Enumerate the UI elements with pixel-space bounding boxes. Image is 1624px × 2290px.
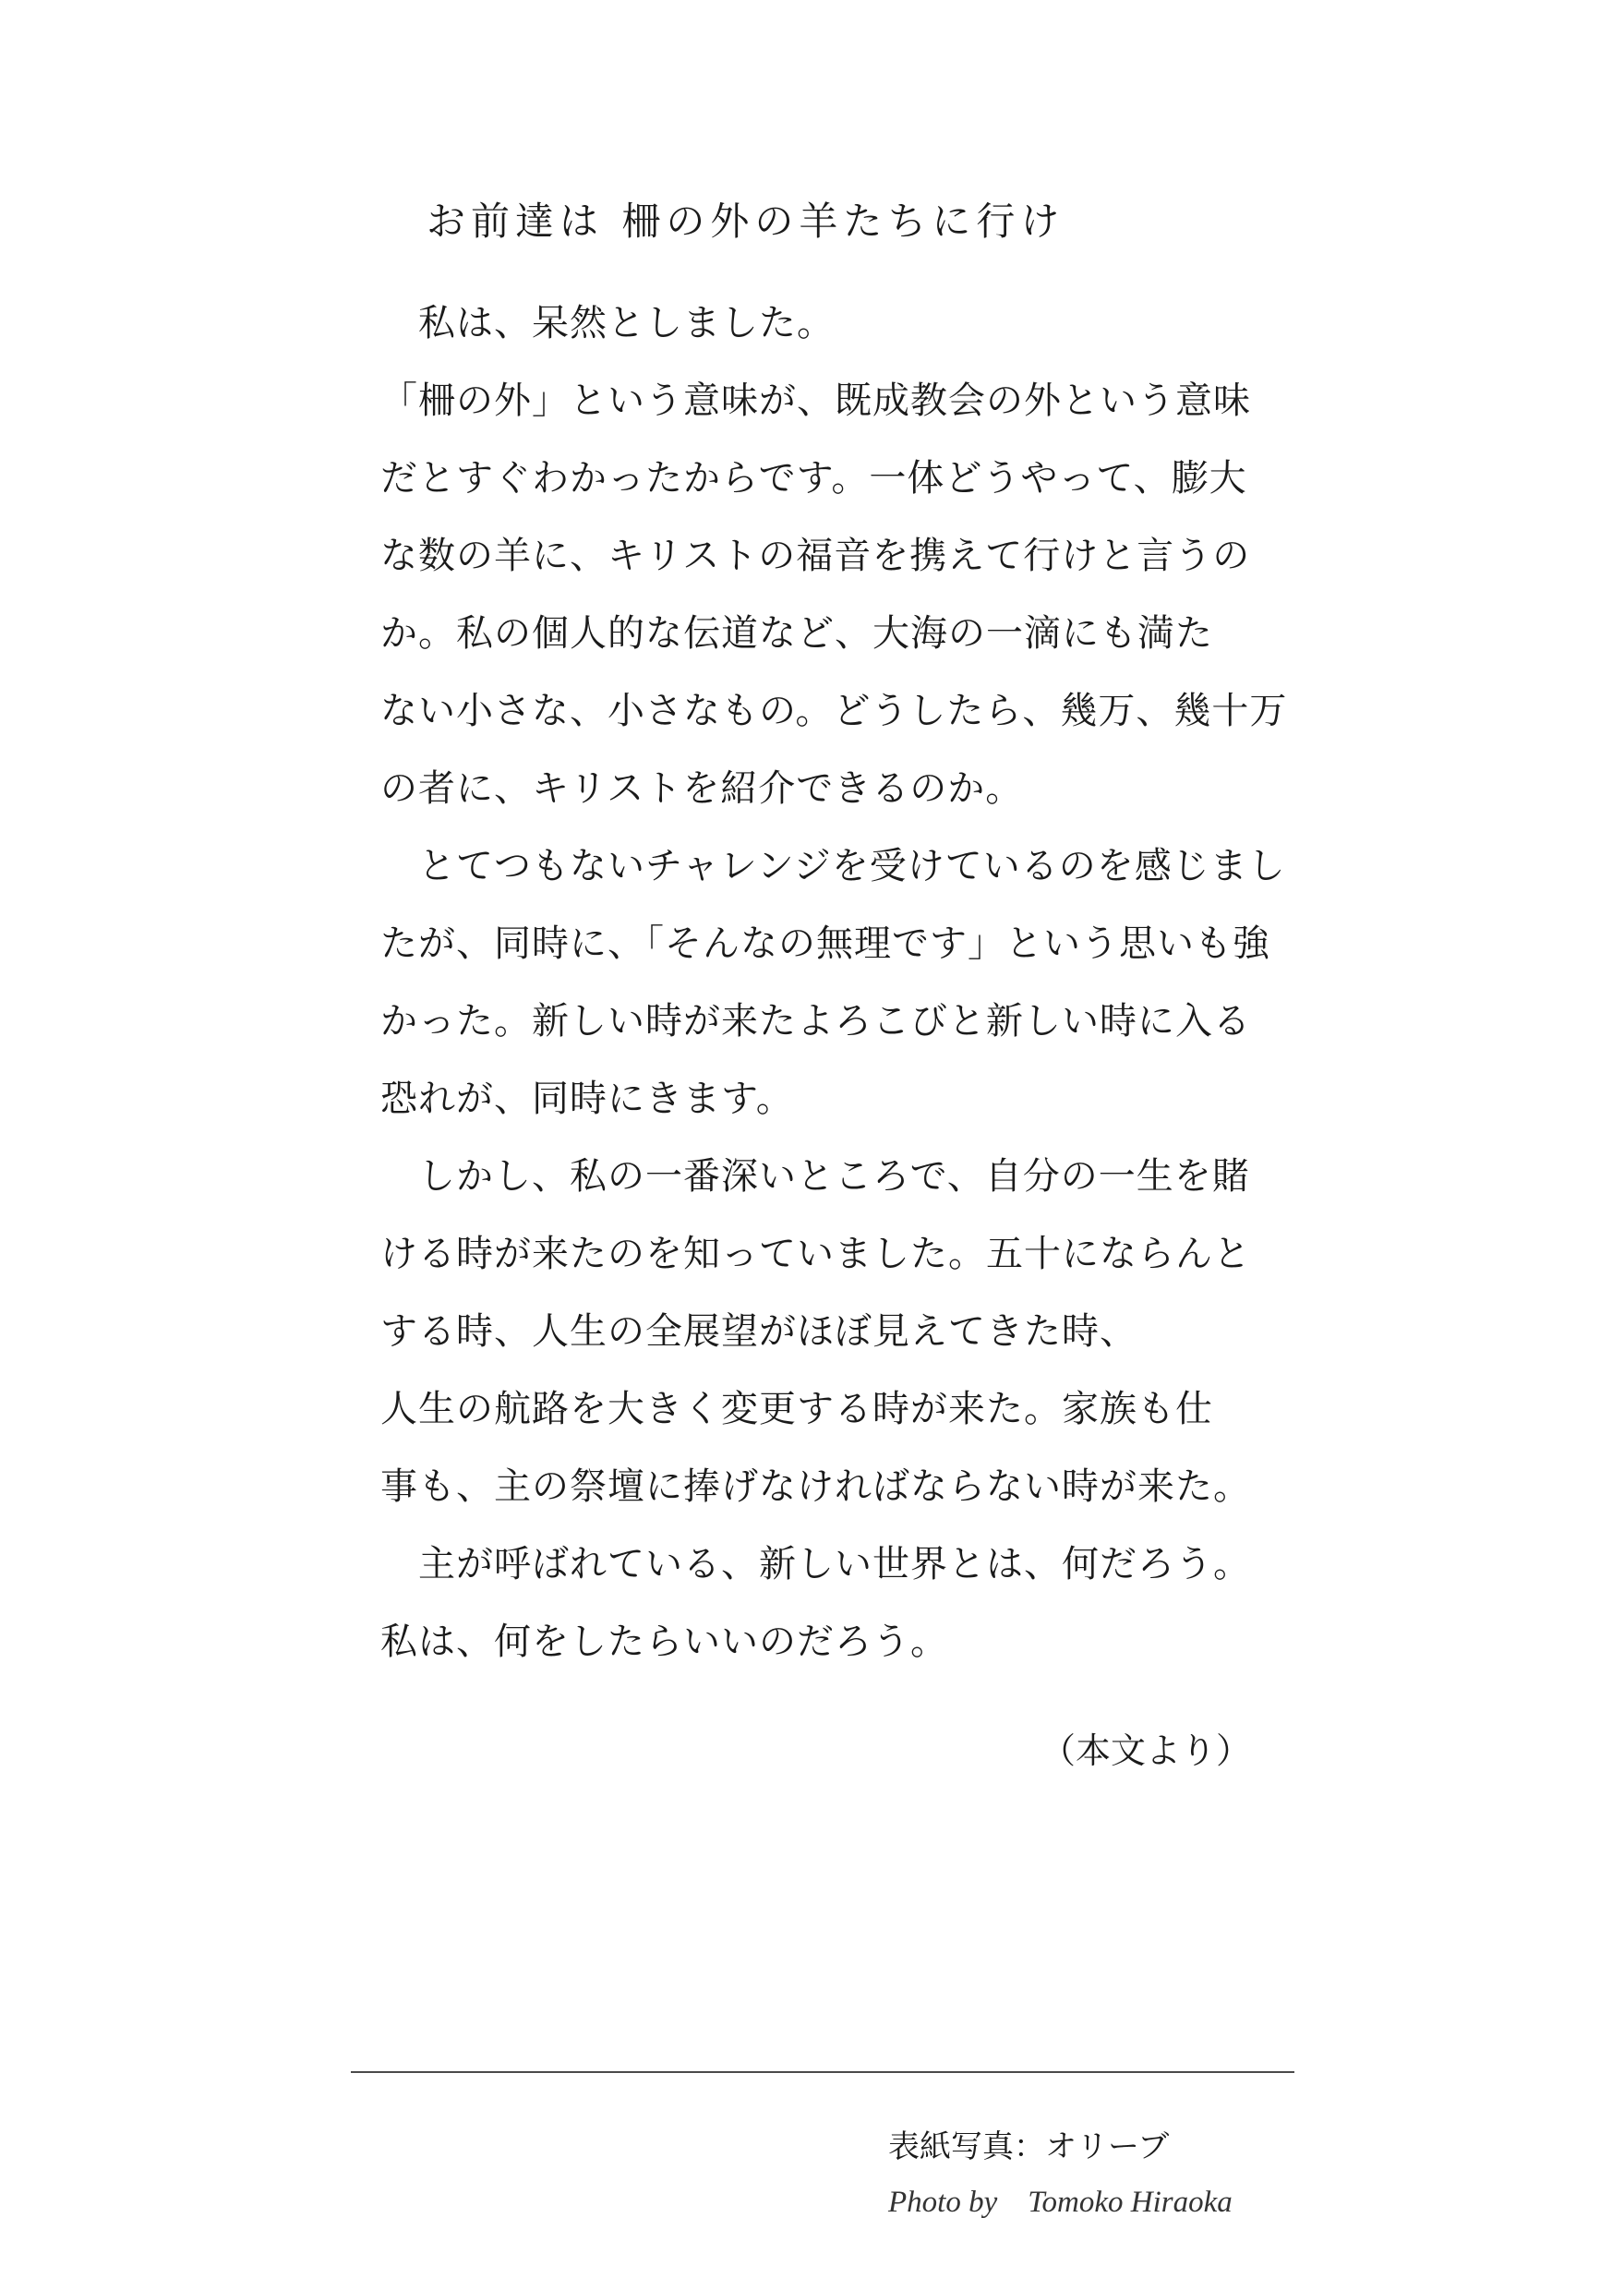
body-line: な数の羊に、キリストの福音を携えて行けと言うの bbox=[380, 535, 1251, 577]
body-line: かった。新しい時が来たよろこびと新しい時に入る bbox=[380, 1000, 1251, 1043]
body-line: しかし、私の一番深いところで、自分の一生を賭 bbox=[380, 1155, 1250, 1198]
body-line: 恐れが、同時にきます。 bbox=[380, 1078, 794, 1120]
divider bbox=[351, 2071, 1294, 2073]
body-line: する時、人生の全展望がほぼ見えてきた時、 bbox=[380, 1310, 1137, 1353]
page-title: お前達は 柵の外の羊たちに行け bbox=[427, 199, 1065, 244]
body-line: 私は、何をしたらいいのだろう。 bbox=[380, 1621, 948, 1663]
body-line: とてつもないチャレンジを受けているのを感じまし bbox=[380, 845, 1286, 887]
body-line: 私は、呆然としました。 bbox=[380, 302, 835, 344]
body-line: ける時が来たのを知っていました。五十にならんと bbox=[380, 1233, 1251, 1275]
body-line: 人生の航路を大きく変更する時が来た。家族も仕 bbox=[380, 1388, 1213, 1430]
cover-caption: 表紙写真：オリーブ bbox=[888, 2128, 1170, 2165]
body-line: か。私の個人的な伝道など、大海の一滴にも満た bbox=[380, 612, 1213, 655]
body-line: 主が呼ばれている、新しい世界とは、何だろう。 bbox=[380, 1543, 1251, 1585]
body-line: ない小さな、小さなもの。どうしたら、幾万、幾十万 bbox=[380, 690, 1288, 732]
source-note: （本文より） bbox=[1040, 1730, 1251, 1771]
body-text bbox=[380, 284, 1288, 1681]
body-line: たが、同時に、「そんなの無理です」という思いも強 bbox=[380, 922, 1270, 965]
photo-credit: Photo by Tomoko Hiraoka bbox=[888, 2186, 1233, 2219]
body-line: 「柵の外」という意味が、既成教会の外という意味 bbox=[380, 380, 1251, 422]
body-line: 事も、主の祭壇に捧げなければならない時が来た。 bbox=[380, 1465, 1251, 1508]
body-line: の者に、キリストを紹介できるのか。 bbox=[380, 767, 1024, 810]
body-line: だとすぐわかったからです。一体どうやって、膨大 bbox=[380, 457, 1247, 500]
